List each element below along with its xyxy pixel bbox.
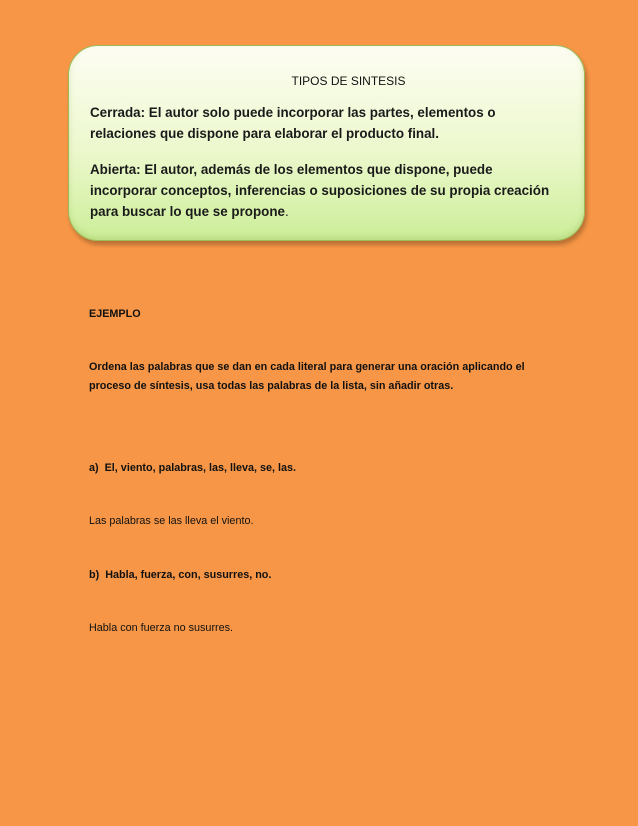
example-heading: EJEMPLO bbox=[89, 308, 141, 320]
item-a-letter: a) bbox=[89, 462, 99, 474]
item-b-words bbox=[89, 566, 271, 585]
item-b-letter: b) bbox=[89, 569, 100, 581]
synthesis-types-box bbox=[68, 45, 585, 241]
item-b-word-list: Habla, fuerza, con, susurres, no. bbox=[105, 569, 272, 581]
open-synthesis-period: . bbox=[284, 204, 289, 219]
item-a-words bbox=[89, 459, 296, 478]
closed-synthesis-definition: Cerrada: El autor solo puede incorporar las partes, elementos o relaciones que dispone para elaborar el producto final. bbox=[90, 105, 496, 141]
open-synthesis-text: Abierta: El autor, además de los elementos que dispone, puede incorporar conceptos, inferencias o suposiciones de su propia creación para buscar lo que se propone bbox=[90, 162, 550, 219]
open-synthesis-definition bbox=[90, 159, 562, 222]
instruction-text: Ordena las palabras que se dan en cada literal para generar una oración aplicando el proceso de síntesis, usa todas las palabras de la lista, sin añadir otras. bbox=[89, 361, 525, 392]
item-a-word-list: El, viento, palabras, las, lleva, se, las. bbox=[104, 462, 297, 474]
item-b-answer: Habla con fuerza no susurres. bbox=[89, 622, 234, 634]
box-title: TIPOS DE SINTESIS bbox=[291, 74, 406, 88]
item-a-answer: Las palabras se las lleva el viento. bbox=[89, 515, 254, 527]
